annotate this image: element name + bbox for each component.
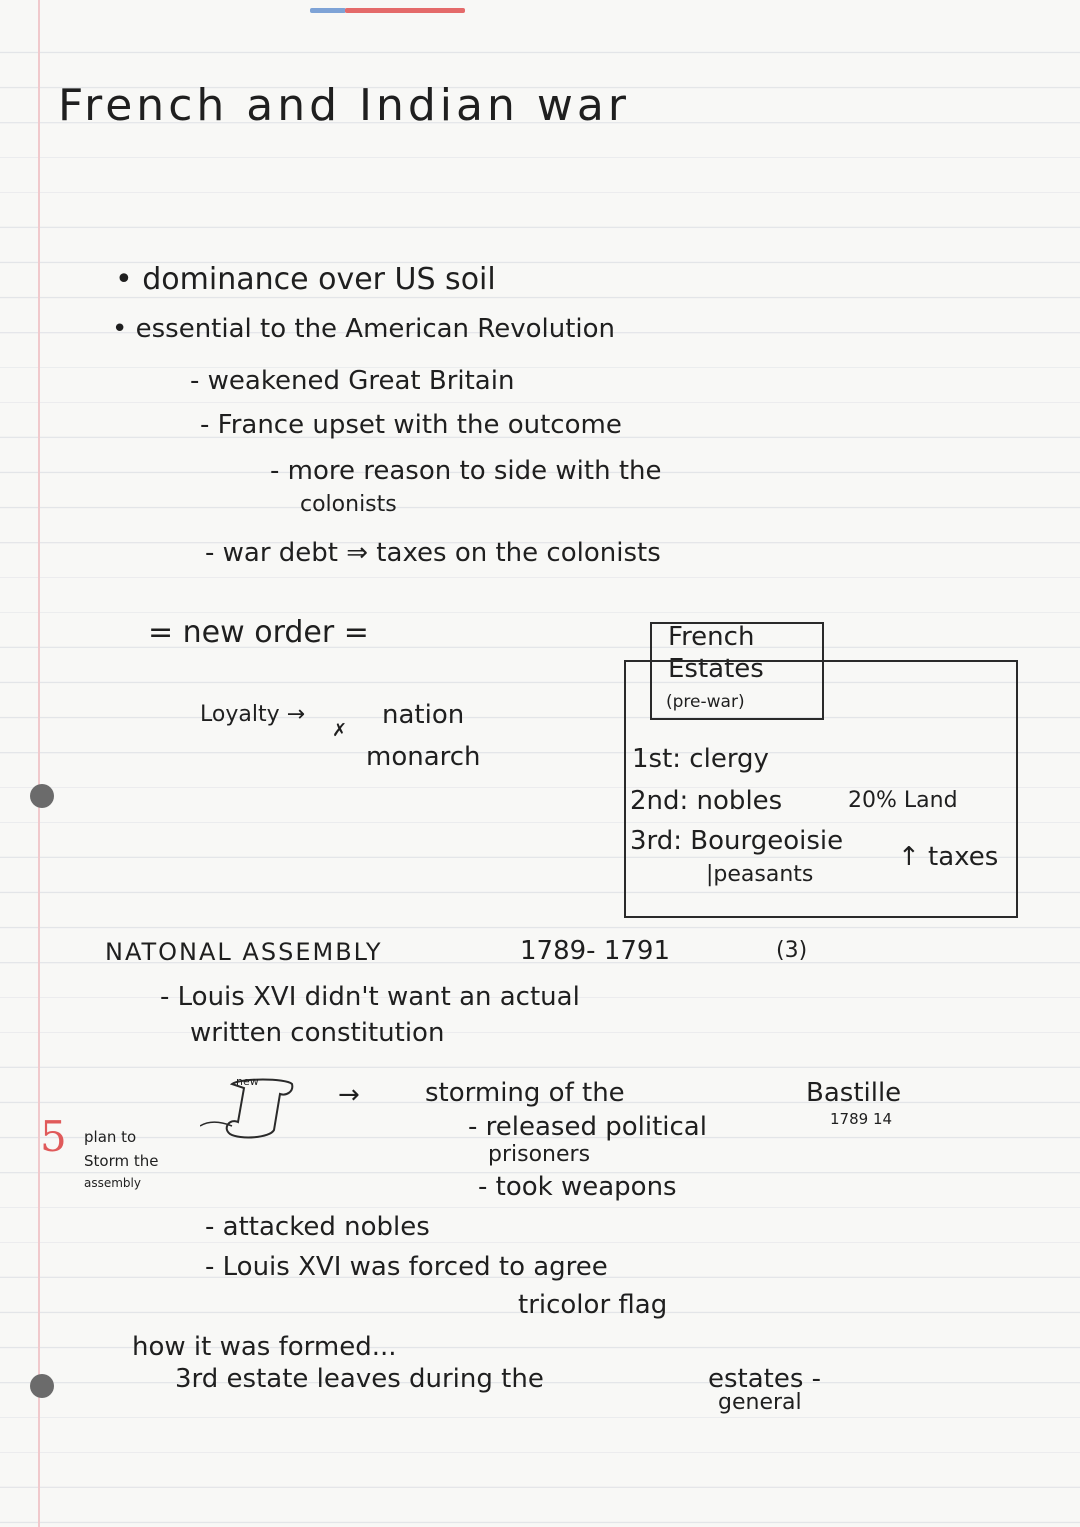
assembly-heading: NATONAL ASSEMBLY: [105, 938, 383, 966]
estate-taxes: ↑ taxes: [898, 842, 999, 872]
sub-more-reason: - more reason to side with the: [270, 456, 662, 486]
loyalty-label: Loyalty →: [200, 702, 306, 727]
estate-peasants: |peasants: [706, 862, 814, 887]
binder-hole-icon: [30, 784, 54, 808]
estates-header-estates: Estates: [668, 654, 764, 684]
storming-prisoners: prisoners: [488, 1142, 591, 1167]
storming-released: - released political: [468, 1112, 707, 1142]
bullet-essential: • essential to the American Revolution: [112, 314, 615, 344]
aftermath-attacked: - attacked nobles: [205, 1212, 430, 1242]
estates-header-prewar: (pre-war): [666, 692, 745, 712]
assembly-years: 1789- 1791: [520, 936, 670, 966]
page-tab-red: [345, 8, 465, 13]
assembly-line2: written constitution: [190, 1018, 445, 1048]
formed-third-estate: 3rd estate leaves during the: [175, 1364, 544, 1394]
loyalty-monarch: monarch: [366, 742, 481, 772]
aftermath-louis: - Louis XVI was forced to agree: [205, 1252, 608, 1282]
estate-land: 20% Land: [848, 788, 958, 813]
margin-number: 5: [40, 1112, 67, 1161]
assembly-count: (3): [776, 938, 808, 963]
sub-france-upset: - France upset with the outcome: [200, 410, 622, 440]
margin-note-1: plan to: [84, 1128, 137, 1146]
cross-mark-icon: ✗: [332, 720, 348, 741]
storming-text: storming of the: [425, 1078, 625, 1108]
sub-weakened: - weakened Great Britain: [190, 366, 515, 396]
bastille-date: 1789 14: [830, 1110, 893, 1128]
bullet-dominance: • dominance over US soil: [115, 262, 496, 297]
storming-arrow: →: [338, 1080, 360, 1110]
sub-colonists: colonists: [300, 492, 397, 517]
binder-hole-icon: [30, 1374, 54, 1398]
storming-weapons: - took weapons: [478, 1172, 677, 1202]
estate-first: 1st: clergy: [632, 744, 769, 774]
scroll-label: new: [236, 1075, 259, 1088]
new-order-heading: = new order =: [148, 615, 369, 650]
aftermath-flag: tricolor flag: [518, 1290, 668, 1320]
formed-heading: how it was formed...: [132, 1332, 397, 1362]
page-title: French and Indian war: [58, 80, 630, 131]
estate-second: 2nd: nobles: [630, 786, 783, 816]
bastille-label: Bastille: [806, 1078, 902, 1108]
margin-line: [38, 0, 40, 1527]
page-tab-blue: [310, 8, 346, 13]
margin-note-2: Storm the: [84, 1152, 159, 1170]
assembly-line1: - Louis XVI didn't want an actual: [160, 982, 580, 1012]
sub-war-debt: - war debt ⇒ taxes on the colonists: [205, 538, 661, 568]
formed-estates: estates -: [708, 1364, 822, 1394]
margin-note-3: assembly: [84, 1176, 141, 1190]
estates-header-french: French: [668, 622, 755, 652]
estate-third: 3rd: Bourgeoisie: [630, 826, 844, 856]
formed-general: general: [718, 1390, 802, 1415]
loyalty-nation: nation: [382, 700, 465, 730]
